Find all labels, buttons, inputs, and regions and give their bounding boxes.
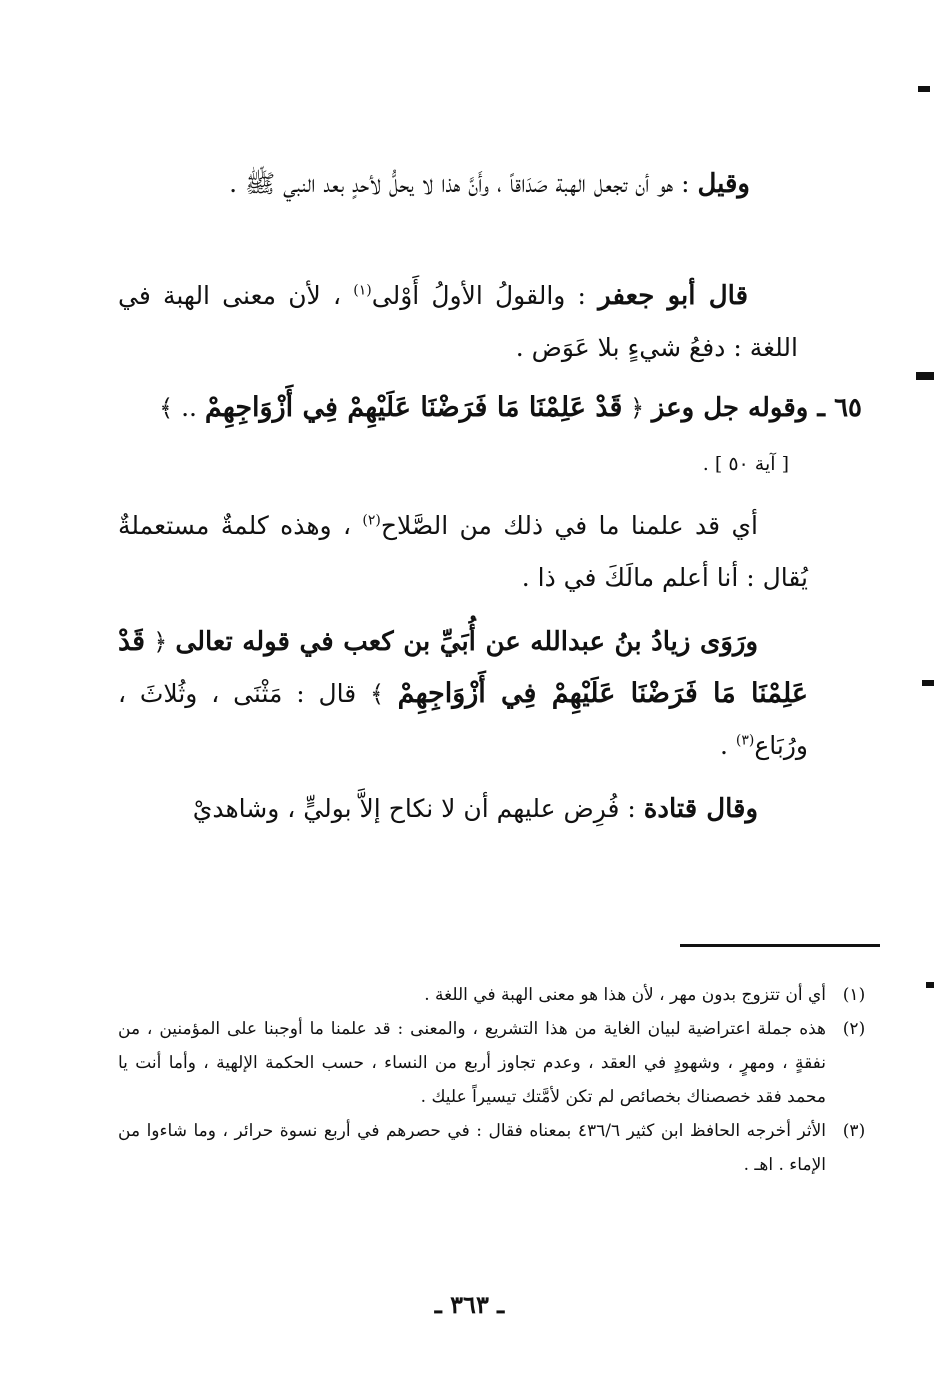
- footnote-text: الأثر أخرجه الحافظ ابن كثير ٤٣٦/٦ بمعناه فقال : في حصرهم في أربع نسوة حرائر ، وما شاءوا من الإماء . اهـ .: [118, 1121, 826, 1175]
- footnote-text: هذه جملة اعتراضية لبيان الغاية من هذا التشريع ، والمعنى : قد علمنا ما أوجبنا على المؤمنين ، من نفقةٍ ، ومهرٍ ، وشهودٍ في العقد ، وعدم تجاوز أربع من النساء ، حسب الحكمة الإلهية ، وأما أنت يا محمد فقد خصصناك بخصائص لم تكن لأمَّتك تيسيراً عليك .: [118, 1019, 826, 1107]
- margin-mark-middle: [916, 372, 934, 380]
- paragraph-text: : والقولُ الأولُ أَوْلى: [371, 281, 599, 310]
- aya-reference: [ آية ٥٠ ] .: [702, 453, 789, 475]
- quran-quote: قَدْ عَلِمْنَا مَا فَرَضْنَا عَلَيْهِمْ فِي أَزْوَاجِهِمْ: [204, 392, 623, 423]
- margin-mark-top: [918, 86, 930, 92]
- paragraph-text: .: [719, 731, 736, 760]
- footnote-3: [118, 1114, 882, 1182]
- paragraph-text: أي قد علمنا ما في ذلك من الصَّلاح: [380, 511, 758, 540]
- paragraph-6: [118, 783, 808, 835]
- paragraph-text: : فُرِض عليهم أن لا نكاح إلاَّ بوليٍّ ، وشاهديْ: [192, 794, 644, 823]
- footnote-1: [118, 978, 882, 1012]
- quran-close-bracket: ﴾: [370, 680, 398, 708]
- footnote-ref-3[interactable]: (٣): [735, 732, 755, 749]
- paragraph-2: [118, 270, 798, 374]
- paragraph-text: ، لأن معنى الهبة في اللغة : دفعُ شيءٍ بلا عَوَض .: [118, 281, 798, 362]
- quran-close-bracket: ﴾: [159, 394, 174, 422]
- paragraph-5: [118, 616, 808, 772]
- footnote-number: (٣): [842, 1121, 866, 1141]
- verse-heading: [110, 383, 862, 433]
- footnotes: [118, 978, 882, 1182]
- footnote-ref-1[interactable]: (١): [353, 282, 372, 299]
- footnote-number: (٢): [842, 1019, 866, 1039]
- paragraph-text: ، وهذه كلمةٌ مستعملةٌ يُقال : أنا أعلم مالَكَ في ذا .: [118, 511, 808, 592]
- quran-open-bracket: ﴿: [145, 628, 176, 656]
- paragraph-lead: ورَوَى زيادُ بنُ عبدالله عن أُبَيِّ بن كعب في قوله تعالى: [175, 627, 758, 657]
- verse-dash: ـ: [808, 393, 835, 423]
- paragraph-text: : هو أن تجعل الهبة صَدَاقاً ، وأَنَّ هذا لا يحلُّ لأحدٍ بعد النبي ﷺ .: [229, 169, 698, 198]
- verse-number: ٦٥: [834, 393, 862, 423]
- footnote-text: أي أن تتزوج بدون مهر ، لأن هذا هو معنى الهبة في اللغة .: [424, 985, 826, 1005]
- footnote-2: [118, 1012, 882, 1114]
- footnote-separator: [680, 944, 880, 947]
- footnote-ref-2[interactable]: (٢): [362, 512, 381, 529]
- footnote-number: (١): [842, 985, 866, 1005]
- ellipsis: ..: [173, 393, 205, 422]
- paragraph-1: [118, 158, 800, 210]
- paragraph-lead: قال أبو جعفر: [598, 281, 748, 311]
- page-number: ـ ٣٦٣ ـ: [434, 1290, 505, 1319]
- paragraph-lead: وقال قتادة: [643, 794, 758, 824]
- quran-quote: قَدْ عَلِمْنَا مَا فَرَضْنَا عَلَيْهِمْ فِي أَزْوَاجِهِمْ: [118, 626, 808, 709]
- paragraph-lead: وقوله جل وعز: [651, 393, 809, 423]
- margin-mark-footnote: [926, 982, 934, 988]
- paragraph-text: قال : مَثْنَى ، وثُلاثَ ، ورُبَاع: [118, 679, 808, 760]
- paragraph-4: [118, 500, 808, 604]
- quran-open-bracket: ﴿: [622, 394, 652, 422]
- paragraph-lead: وقيل: [697, 169, 750, 199]
- margin-mark-lower: [922, 680, 934, 686]
